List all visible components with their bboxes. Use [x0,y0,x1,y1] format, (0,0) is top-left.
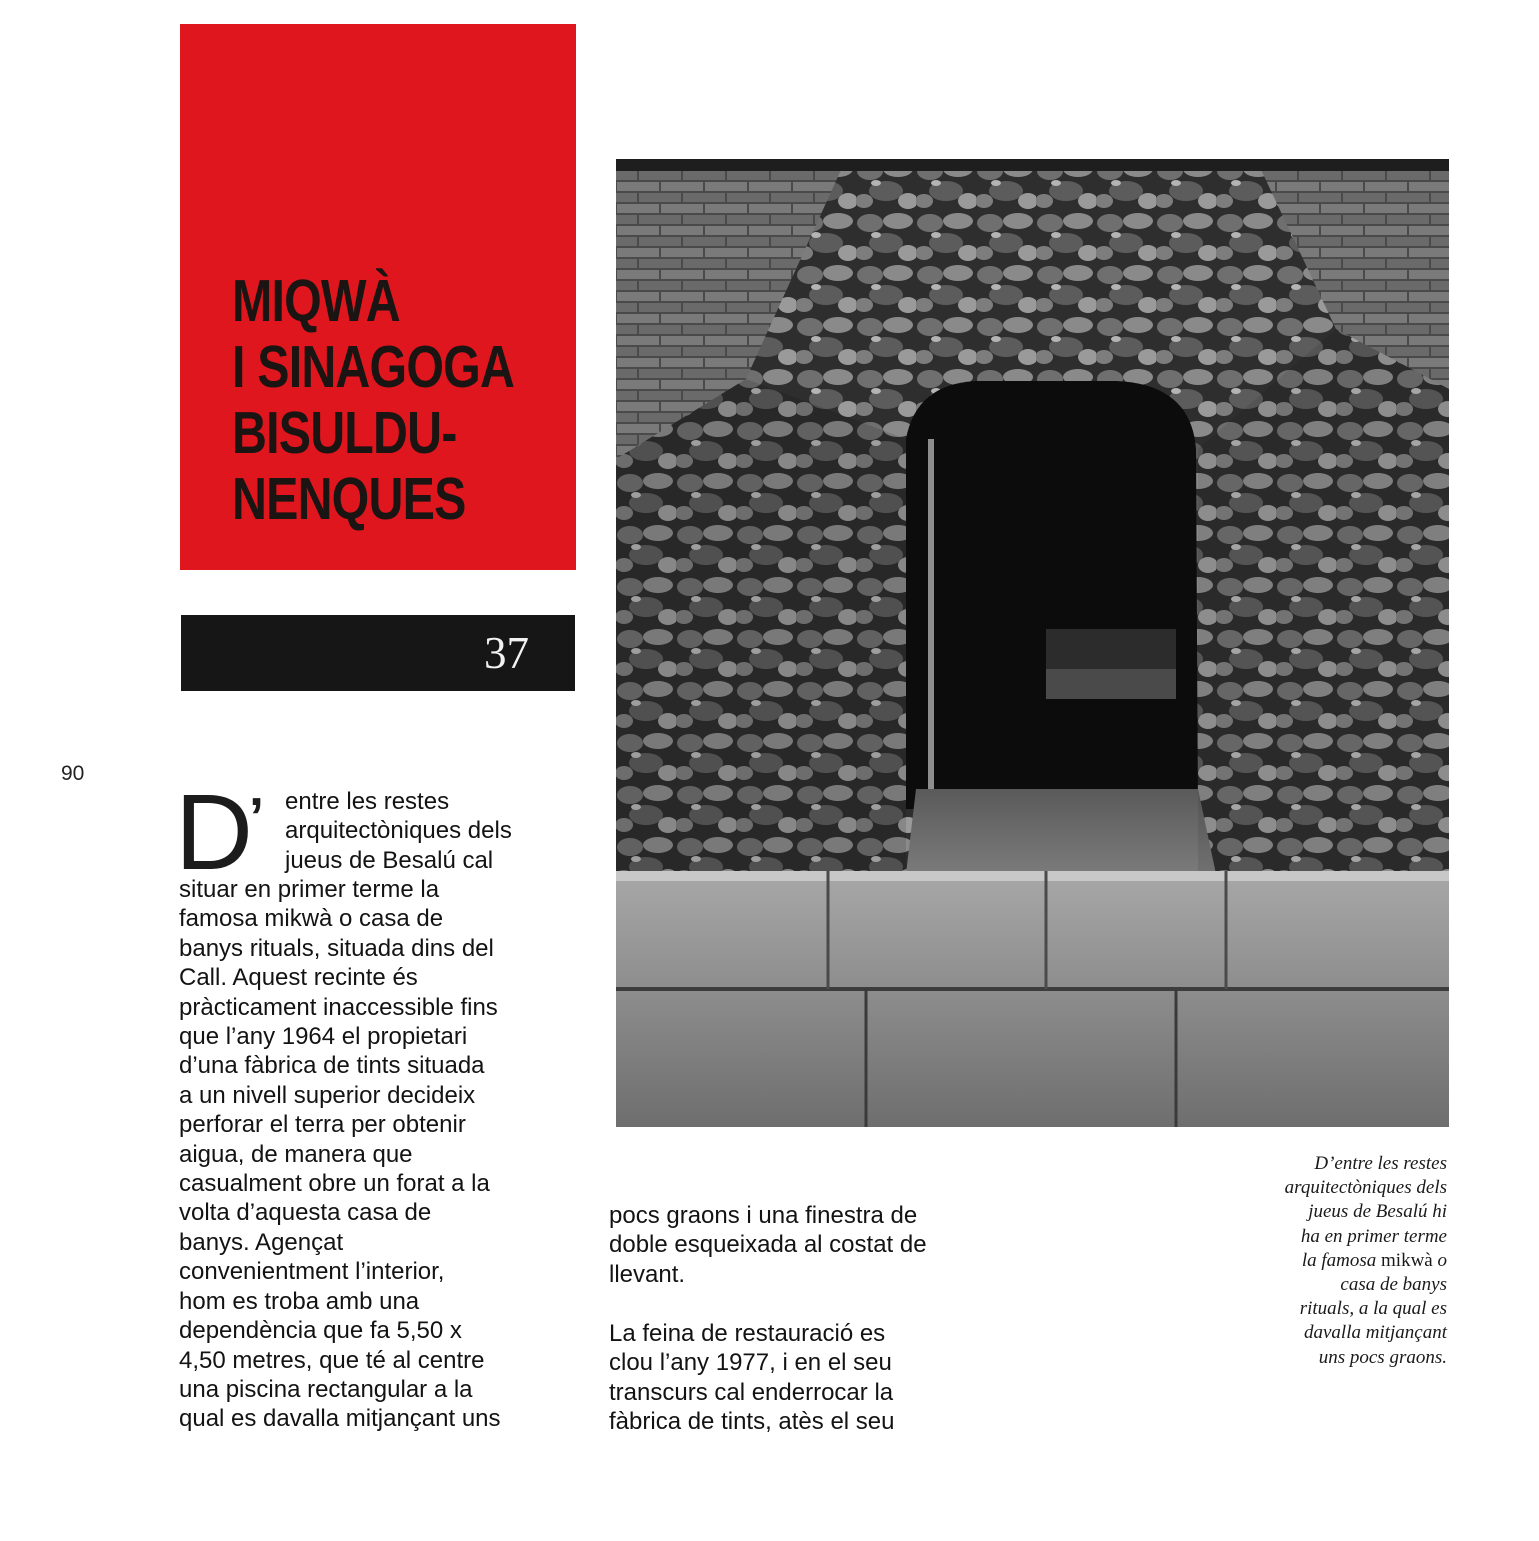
title-line: BISULDU- [232,400,457,466]
text-line: famosa mikwà o casa de [179,905,444,933]
text-line: convenientment l’interior, [179,1258,445,1286]
text-line: Call. Aquest recinte és [179,964,418,992]
title-line: NENQUES [232,466,466,532]
title-line: I SINAGOGA [232,334,515,400]
text-line: fàbrica de tints, atès el seu [609,1408,895,1436]
text-line: arquitectòniques dels [285,817,512,845]
caption-line: davalla mitjançant [1303,1322,1447,1344]
caption-line: uns pocs graons. [1318,1346,1447,1368]
caption-line: rituals, a la qual es [1299,1298,1447,1320]
text-line: que l’any 1964 el propietari [179,1023,468,1051]
caption-line: ha en primer terme [1300,1225,1447,1247]
text-line: situar en primer terme la [179,876,440,903]
text-line: banys rituals, situada dins del [179,934,494,962]
text-line: transcurs cal enderrocar la [609,1378,894,1406]
text-line: volta d’aquesta casa de [179,1199,432,1227]
caption-line: jueus de Besalú hi [1308,1201,1447,1223]
text-line: banys. Agençat [179,1228,344,1256]
text-line: casualment obre un forat a la [179,1170,490,1198]
text-line: una piscina rectangular a la [179,1375,473,1403]
drop-cap-apostrophe: ’ [249,787,265,847]
caption-line [1187,1249,1447,1273]
title-line: MIQWÀ [232,268,400,334]
mikwa-stairway-photo [616,159,1449,1127]
text-line: pocs graons i una finestra de [609,1202,918,1229]
caption-text: la famosa [1301,1249,1382,1271]
photo-caption [1187,1152,1447,1370]
text-line: perforar el terra per obtenir [179,1111,466,1139]
body-text-column-2-paragraph-1 [609,1201,927,1289]
page-number: 90 [61,762,85,785]
text-line: clou l’any 1977, i en el seu [609,1349,892,1377]
text-line: aigua, de manera que [179,1140,413,1168]
text-line: dependència que fa 5,50 x [179,1317,462,1345]
title-block [180,24,576,570]
caption-line: D’entre les restes [1314,1153,1447,1174]
drop-cap: D [175,771,253,892]
body-text-column-1 [179,875,501,1434]
text-line: d’una fàbrica de tints situada [179,1052,485,1080]
text-line: llevant. [609,1260,686,1288]
body-text-intro [285,787,512,875]
caption-term: mikwà [1381,1249,1433,1271]
text-line: entre les restes [285,788,450,815]
text-line: La feina de restauració es [609,1320,886,1347]
caption-text: o [1432,1249,1447,1271]
text-line: 4,50 metres, que té al centre [179,1346,485,1374]
text-line: qual es davalla mitjançant uns [179,1405,501,1433]
text-line: pràcticament inaccessible fins [179,993,498,1021]
article-title [232,268,514,532]
caption-line: arquitectòniques dels [1284,1177,1447,1199]
chapter-number-bar [181,615,575,691]
chapter-number: 37 [484,628,529,678]
text-line: jueus de Besalú cal [285,846,494,874]
body-text-column-2-paragraph-2 [609,1319,895,1437]
text-line: a un nivell superior decideix [179,1081,476,1109]
caption-line: casa de banys [1340,1274,1447,1296]
text-line: hom es troba amb una [179,1287,420,1315]
text-line: doble esqueixada al costat de [609,1231,927,1259]
